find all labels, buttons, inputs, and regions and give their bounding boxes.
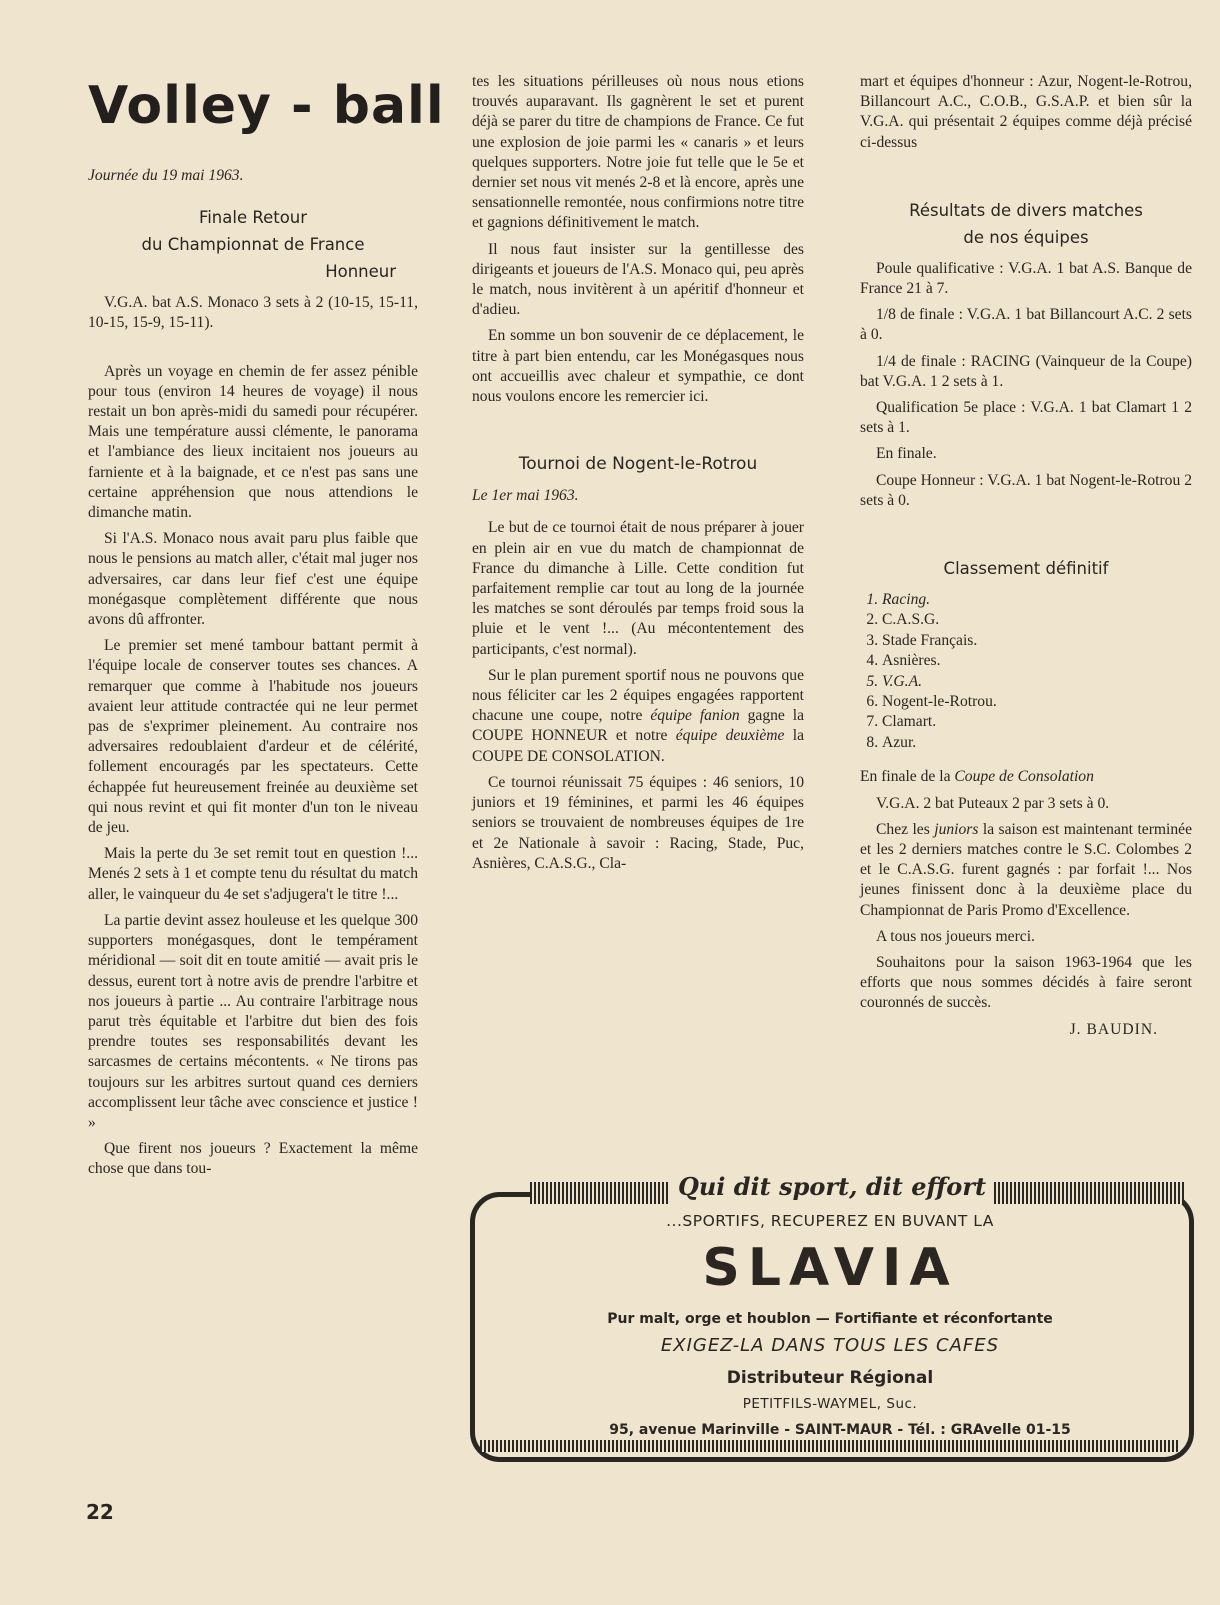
body-paragraph [472, 666, 804, 767]
heading-line: Finale Retour [198, 208, 308, 228]
result-line: Coupe Honneur : V.G.A. 1 bat Nogent-le-Rotrou 2 sets à 0. [860, 471, 1192, 509]
result-line: Qualification 5e place : V.G.A. 1 bat Clamart 1 2 sets à 1. [860, 399, 1192, 437]
body-paragraph [860, 820, 1192, 921]
column-1 [88, 70, 445, 1186]
ranking-item: 7. Clamart. [882, 712, 1192, 732]
body-paragraph: La partie devint assez houleuse et les quelque 300 supporters monégasques, dont le tempérament méridional — soit dit en toute amitié — avait pris le dessus, eurent tort à notre avis de prendre l'arbitre et nos joueurs à partie ... Au contraire l'arbitrage nous parut très équitable et l'arbitre dut bien des fois prendre toutes ses responsabilités devant les sarcasmes de certains mécontents. « Ne tirons pas toujours sur les arbitres surtout quand ces derniers accomplissent leur tâche avec conscience et justice ! » [88, 911, 418, 1131]
slavia-advertisement [470, 1170, 1190, 1460]
body-paragraph: V.G.A. 2 bat Puteaux 2 par 3 sets à 0. [876, 794, 1110, 812]
ad-distributor-title: Distributeur Régional [726, 1368, 934, 1388]
body-paragraph: Que firent nos joueurs ? Exactement la même chose que dans tou- [88, 1140, 418, 1178]
body-paragraph: Mais la perte du 3e set remit tout en question !... Menés 2 sets à 1 et compte tenu du résultat du match aller, le vainqueur du 4e set s'adjugera't le titre !... [88, 845, 418, 903]
article-title: Volley - ball [88, 76, 445, 136]
body-paragraph [860, 767, 1192, 787]
ranking-list [860, 590, 1192, 753]
body-paragraph: Il nous faut insister sur la gentillesse des dirigeants et joueurs de l'A.S. Monaco qui, peu après le match, nous invitèrent à un apéritif d'honneur et d'adieu. [472, 240, 804, 319]
ad-tagline: ...SPORTIFS, RECUPEREZ EN BUVANT LA [666, 1212, 994, 1230]
result-line: En finale. [876, 445, 937, 463]
body-paragraph: Le but de ce tournoi était de nous préparer à jouer en plein air en vue du match de championnat de France du dimanche à Lille. Cette condition fut parfaitement remplie car tout au long de la journée les matches se sont déroulés par temps froid sous la pluie et le vent !... (Au mécontentement des participants, c'est normal). [472, 519, 804, 658]
column-3 [860, 72, 1192, 1040]
body-paragraph: tes les situations périlleuses où nous nous etions trouvés auparavant. Ils gagnèrent le set et purent déjà se parer du titre de champions de France. Ce fut une explosion de joie parmi les « canaris » et leurs quelques supporters. Notre joie fut telle que le 5e et dernier set nous vit menés 2-8 et là encore, après une sensationnelle remontée, nous confirmions notre titre et gagnions définitivement le match. [472, 73, 804, 232]
ad-barcode-decoration [530, 1182, 670, 1204]
result-line: Poule qualificative : V.G.A. 1 bat A.S. Banque de France 21 à 7. [860, 259, 1192, 298]
body-paragraph: Le premier set mené tambour battant permit à l'équipe locale de conserver toutes ses chances. A remarquer que comme à l'habitude nos joueurs avaient leur attitude contractée qui ne leur permet pas de s'exprimer pleinement. Au contraire nos adversaires redoublaient d'ardeur et de célérité, follement encouragés par les spectateurs. Cette échappée fut heureusement freinée au deuxième set qui nous revint et qui fit monter d'un ton le niveau de jeu. [88, 637, 418, 837]
ad-brand-name: SLAVIA [702, 1238, 958, 1298]
result-line: 1/4 de finale : RACING (Vainqueur de la Coupe) bat V.G.A. 1 2 sets à 1. [860, 352, 1192, 390]
tournoi-date: Le 1er mai 1963. [472, 487, 579, 505]
body-paragraph: mart et équipes d'honneur : Azur, Nogent-le-Rotrou, Billancourt A.C., C.O.B., G.S.A.P. et bien sûr la V.G.A. qui présentait 2 équipes comme déjà précisé ci-dessus [860, 73, 1192, 151]
ad-barcode-decoration [480, 1440, 1180, 1452]
body-paragraph: Si l'A.S. Monaco nous avait paru plus faible que nous le pensions au match aller, c'était mal juger nos adversaires, car dans leur fief c'est une équipe monégasque complètement différente que nous avons dû affronter. [88, 530, 418, 629]
body-paragraph: Après un voyage en chemin de fer assez pénible pour tous (environ 14 heures de voyage) il nous restait un bon après-midi du samedi pour récupérer. Mais une température aussi clémente, le panorama et l'ambiance des lieux incitaient nos joueurs au farniente et à la baignade, et ce n'est pas sans une certaine appréhension que nous attendions le dimanche matin. [88, 362, 418, 522]
text-run: équipe fanion [650, 707, 740, 725]
text-run: la COUPE DE CONSOLATION. [472, 727, 805, 765]
heading-line: de nos équipes [963, 227, 1089, 247]
body-paragraph: A tous nos joueurs merci. [876, 927, 1035, 945]
heading-line: Résultats de divers matches [909, 200, 1143, 220]
ranking-item: 4. Asnières. [882, 651, 1192, 671]
heading-tournoi: Tournoi de Nogent-le-Rotrou [518, 454, 758, 475]
body-paragraph: Ce tournoi réunissait 75 équipes : 46 seniors, 10 juniors et 19 féminines, et parmi les 46 équipes seniors se trouvaient de nombreuses équipes de 1re et 2e Nationale à savoir : Racing, Stade, Puc, Asnières, C.A.S.G., Cla- [472, 773, 804, 872]
ad-address: 95, avenue Marinville - SAINT-MAUR - Tél. : GRAvelle 01-15 [609, 1422, 1071, 1438]
text-run: Sur le plan purement sportif nous ne pouvons que nous féliciter car les 2 équipes engagées rapportent chacune une coupe, notre [472, 666, 804, 725]
text-run: la saison est maintenant terminée et les 2 derniers matches contre le S.C. Colombes 2 et le C.A.S.G. furent gagnés : par forfait !... Nos jeunes finissent donc à la deuxième place du Championnat de Paris Promo d'Excellence. [860, 820, 1192, 919]
heading-line: Honneur [325, 262, 396, 282]
text-run: Coupe de Consolation [954, 768, 1094, 786]
result-paragraph: V.G.A. bat A.S. Monaco 3 sets à 2 (10-15, 15-11, 10-15, 15-9, 15-11). [88, 294, 418, 332]
heading-resultats [860, 197, 1192, 251]
body-paragraph: En somme un bon souvenir de ce déplacement, le titre à part bien entendu, car les Monégasques nous ont accueillis avec chaleur et sympathie, ce dont nous voulons encore les remercier ici. [472, 327, 804, 406]
article-date: Journée du 19 mai 1963. [88, 167, 244, 184]
body-paragraph: Souhaitons pour la saison 1963-1964 que les efforts que nous sommes décidés à faire seront couronnés de succès. [860, 953, 1192, 1012]
text-run: gagne la COUPE HONNEUR et notre [472, 707, 804, 745]
text-run: équipe deuxième [675, 727, 785, 745]
ranking-item: 6. Nogent-le-Rotrou. [882, 692, 1192, 712]
ad-barcode-decoration [994, 1182, 1184, 1204]
ranking-item: 2. C.A.S.G. [882, 610, 1192, 630]
result-line: 1/8 de finale : V.G.A. 1 bat Billancourt A.C. 2 sets à 0. [860, 306, 1192, 344]
heading-finale-retour [88, 204, 418, 285]
text-run: juniors [934, 820, 979, 838]
page-number: 22 [86, 1500, 114, 1524]
ad-slogan: Qui dit sport, dit effort [670, 1172, 994, 1201]
ranking-item: 3. Stade Français. [882, 631, 1192, 651]
signature: J. BAUDIN. [1069, 1020, 1158, 1038]
ad-description: Pur malt, orge et houblon — Fortifiante et réconfortante [607, 1311, 1053, 1327]
ranking-item: 1. Racing. [882, 590, 1192, 610]
text-run: Chez les [876, 820, 930, 838]
heading-line: du Championnat de France [141, 235, 365, 255]
ranking-item: 8. Azur. [882, 733, 1192, 753]
text-run: En finale de la [860, 768, 951, 786]
ad-call-to-action: EXIGEZ-LA DANS TOUS LES CAFES [660, 1335, 1000, 1356]
column-2 [472, 72, 804, 880]
ranking-item: 5. V.G.A. [882, 672, 1192, 692]
heading-classement: Classement définitif [943, 559, 1109, 579]
ad-distributor-name: PETITFILS-WAYMEL, Suc. [742, 1396, 918, 1412]
